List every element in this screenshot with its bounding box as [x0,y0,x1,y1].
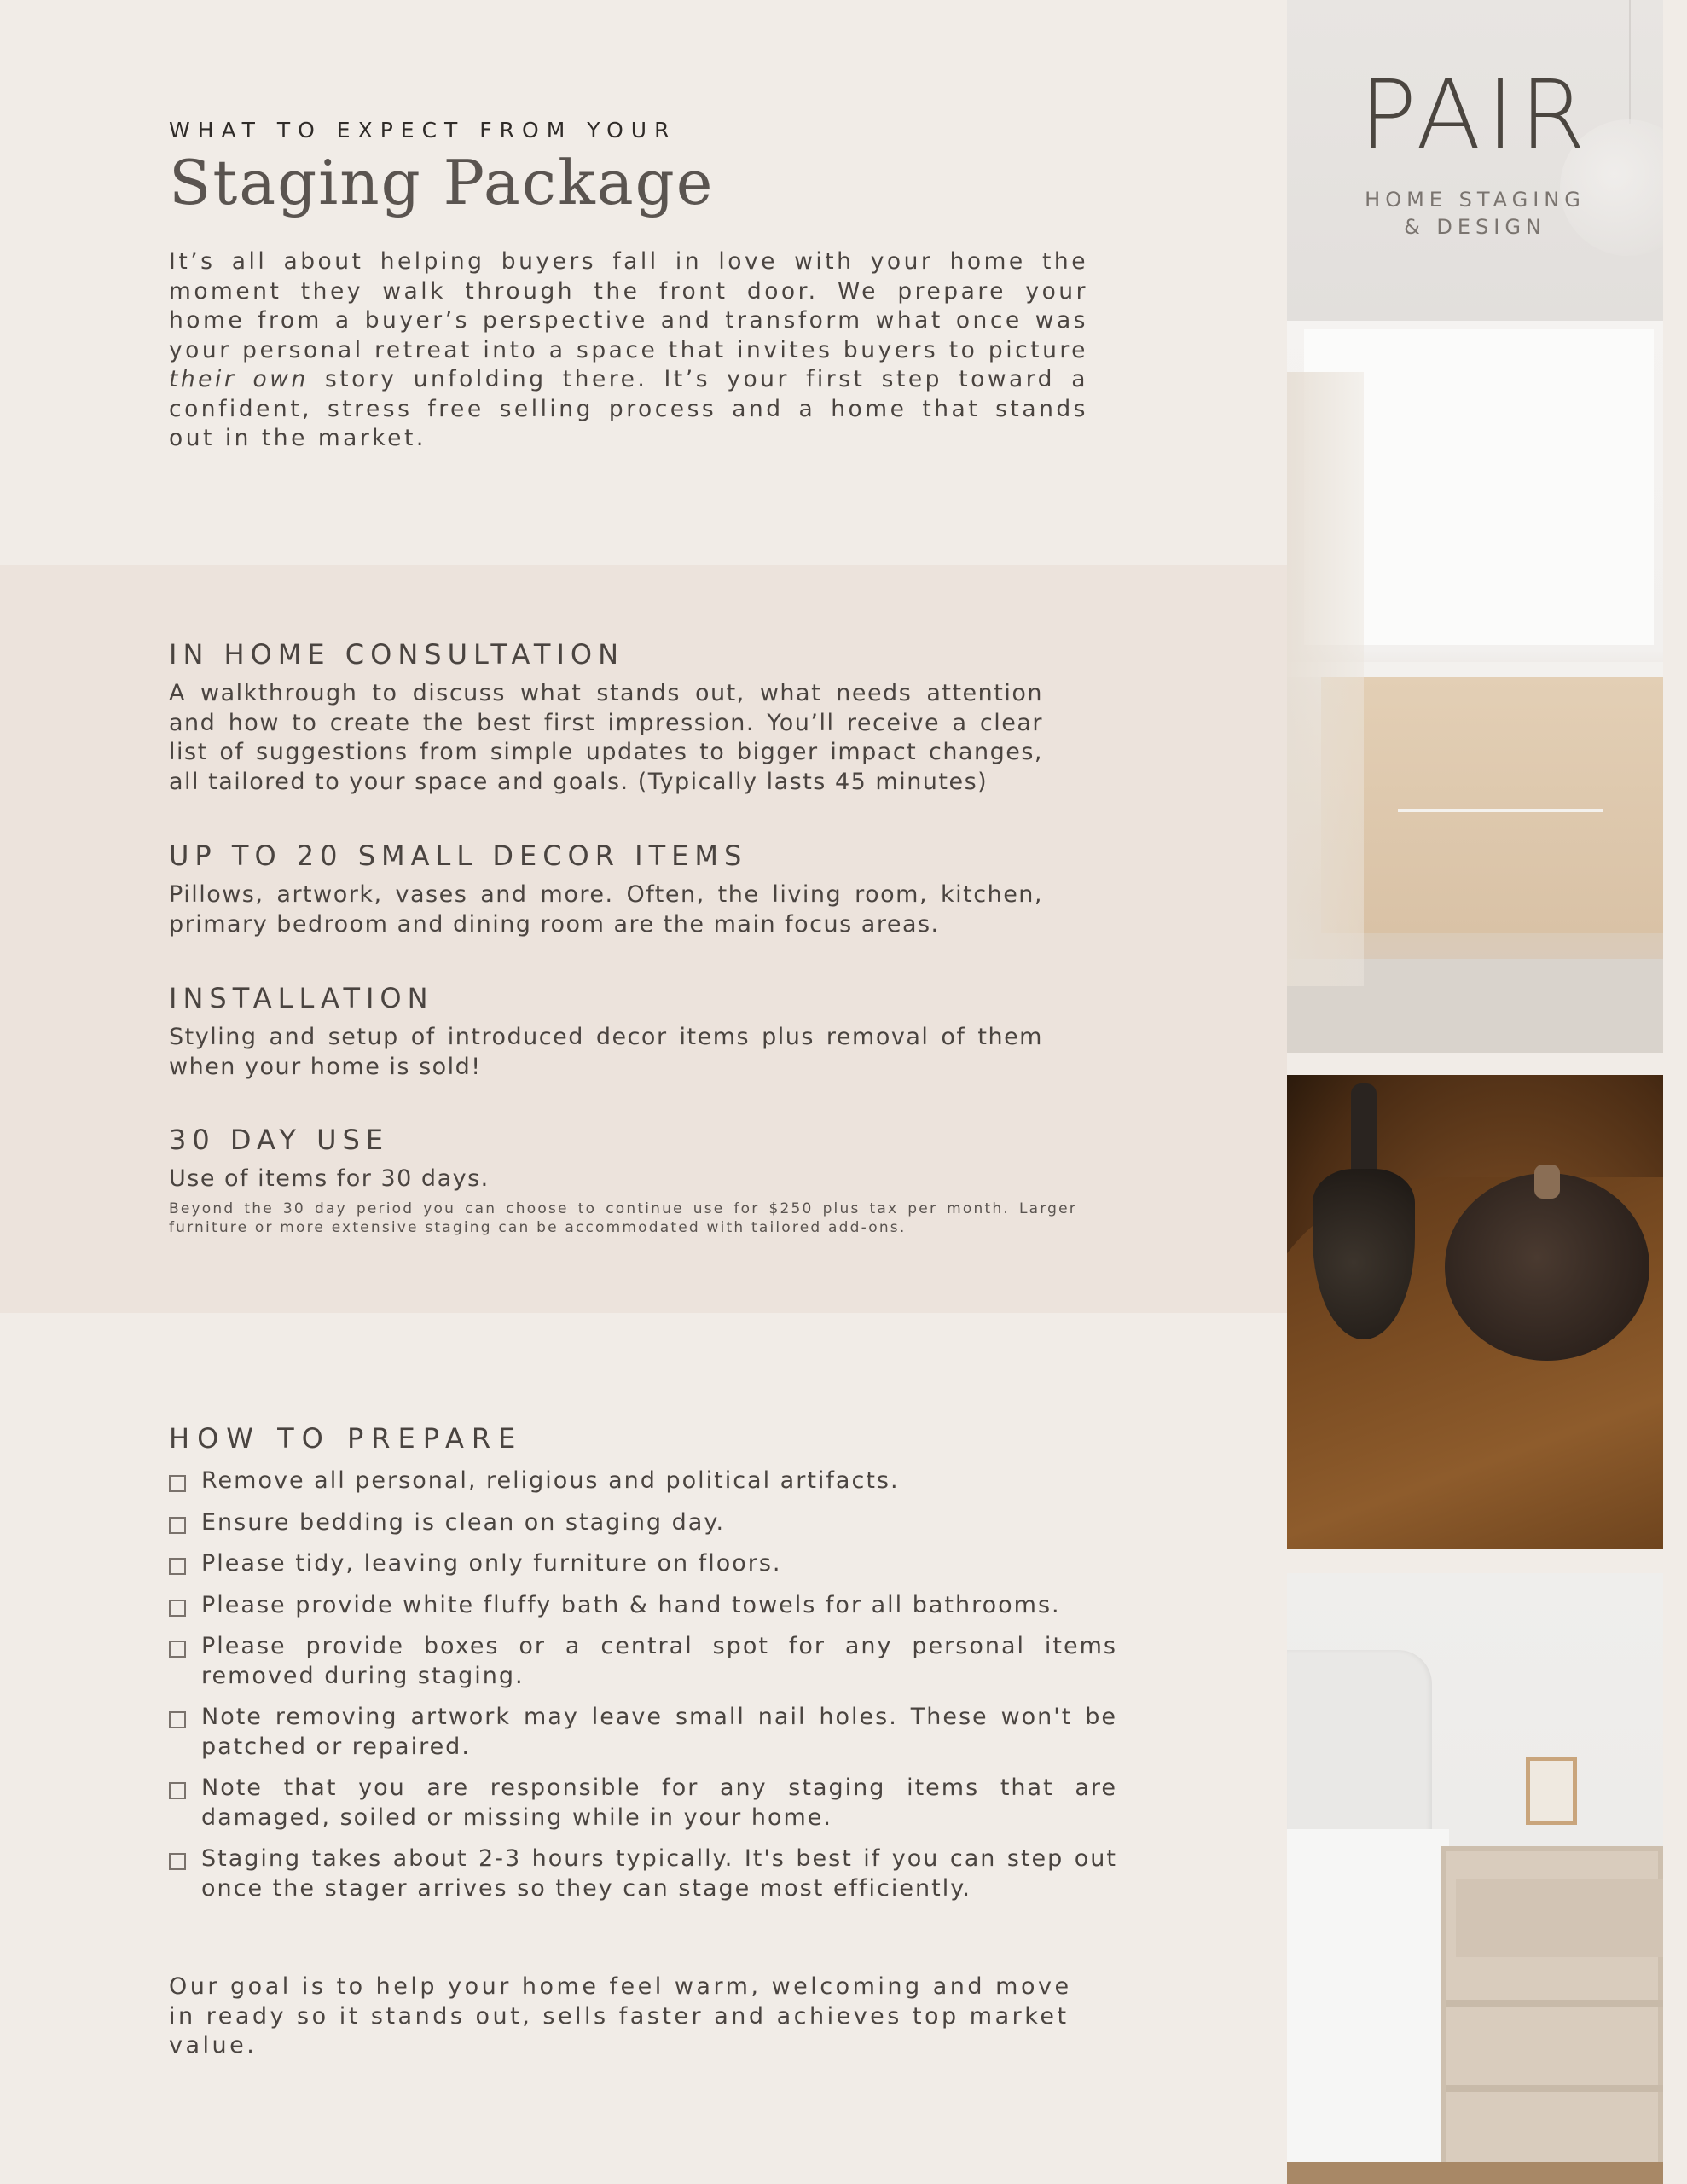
checklist-item [169,1591,1117,1621]
checkbox-icon [169,1558,186,1575]
section-heading: UP TO 20 SMALL DECOR ITEMS [169,839,748,872]
checklist-text: Staging takes about 2-3 hours typically. It's best if you can step out once the stager arrives so they can stage most efficiently. [201,1845,1117,1902]
checkbox-icon [169,1517,186,1534]
intro-text-1: It’s all about helping buyers fall in love with your home the moment they walk through the front door. We prepare your home from a buyer’s perspective and transform what once was your personal retreat into a space that invites buyers to picture [169,248,1088,363]
picture-frame [1526,1757,1577,1825]
intro-paragraph [169,247,1088,454]
nightstand-shelf [1446,2000,1663,2007]
checklist-text: Please provide white fluffy bath & hand towels for all bathrooms. [201,1591,1061,1618]
checklist-text: Remove all personal, religious and political artifacts. [201,1467,900,1494]
blurred-figure [1287,372,1364,986]
wood-cabinet [1321,677,1663,933]
fine-print: Beyond the 30 day period you can choose to continue use for $250 plus tax per month. Larger furniture or more extensive staging can be accommodated with tailored add-ons. [169,1199,1077,1236]
checklist-text: Note removing artwork may leave small nail holes. These won't be patched or repaired. [201,1704,1117,1760]
wood-floor [1287,2162,1663,2184]
eyebrow-text: WHAT TO EXPECT FROM YOUR [169,118,677,142]
section-consultation [169,638,1043,797]
intro-italic: their own [169,366,309,392]
section-heading: IN HOME CONSULTATION [169,638,624,671]
nightstand-shelf [1446,2085,1663,2092]
checklist-item [169,1549,1117,1579]
checklist-item [169,1508,1117,1538]
vases-photo [1287,1075,1663,1549]
checkbox-icon [169,1711,186,1728]
checklist-text: Note that you are responsible for any staging items that are damaged, soiled or missing while in your home. [201,1774,1117,1831]
checklist-item [169,1844,1117,1903]
brand-logo: PAIR [1359,61,1591,171]
checkbox-icon [169,1641,186,1658]
bedroom-photo [1287,1573,1663,2184]
vase-neck [1534,1165,1560,1199]
section-heading: 30 DAY USE [169,1124,390,1156]
prepare-heading: HOW TO PREPARE [169,1422,524,1455]
tagline-line-1: HOME STAGING [1365,188,1586,212]
checklist-item [169,1703,1117,1762]
checklist-item [169,1632,1117,1691]
section-30-day-use [169,1124,1077,1237]
checkbox-icon [169,1853,186,1870]
page-title: Staging Package [169,147,715,218]
section-body: Styling and setup of introduced decor items plus removal of them when your home is sold! [169,1024,1043,1080]
nightstand-drawer [1456,1879,1663,1957]
image-column [1287,0,1663,2184]
closing-statement: Our goal is to help your home feel warm, welcoming and move in ready so it stands out, sells faster and achieves top market value. [169,1973,1072,2059]
brand-tagline [1287,186,1663,241]
section-body: A walkthrough to discuss what stands out, what needs attention and how to create the best first impression. You’ll receive a clear list of suggestions from simple updates to bigger impact changes, all tailored to your space and goals. (Typically lasts 45 minutes) [169,680,1043,795]
section-body: Pillows, artwork, vases and more. Often, the living room, kitchen, primary bedroom and dining room are the main focus areas. [169,881,1043,938]
checklist-text: Please provide boxes or a central spot for any personal items removed during staging. [201,1633,1117,1689]
logo-panel [1287,0,1663,321]
checkbox-icon [169,1475,186,1492]
checklist-item [169,1774,1117,1833]
checkbox-icon [169,1600,186,1617]
section-decor-items [169,839,1043,939]
tagline-line-2: & DESIGN [1404,215,1546,239]
checklist-text: Please tidy, leaving only furniture on floors. [201,1550,782,1577]
cabinet-handle [1398,809,1603,812]
bed-linens [1287,1829,1449,2184]
checkbox-icon [169,1782,186,1799]
section-heading: INSTALLATION [169,982,434,1014]
checklist-text: Ensure bedding is clean on staging day. [201,1508,726,1536]
kitchen-photo [1287,321,1663,1053]
right-margin [1663,0,1687,2184]
checklist-item [169,1467,1117,1496]
round-vase [1445,1173,1649,1361]
intro-text-2: story unfolding there. It’s your first step toward a confident, stress free selling process and a home that stands out in the market. [169,366,1088,451]
how-to-prepare [169,1422,1117,1915]
section-body: Use of items for 30 days. [169,1165,490,1192]
section-installation [169,982,1043,1082]
